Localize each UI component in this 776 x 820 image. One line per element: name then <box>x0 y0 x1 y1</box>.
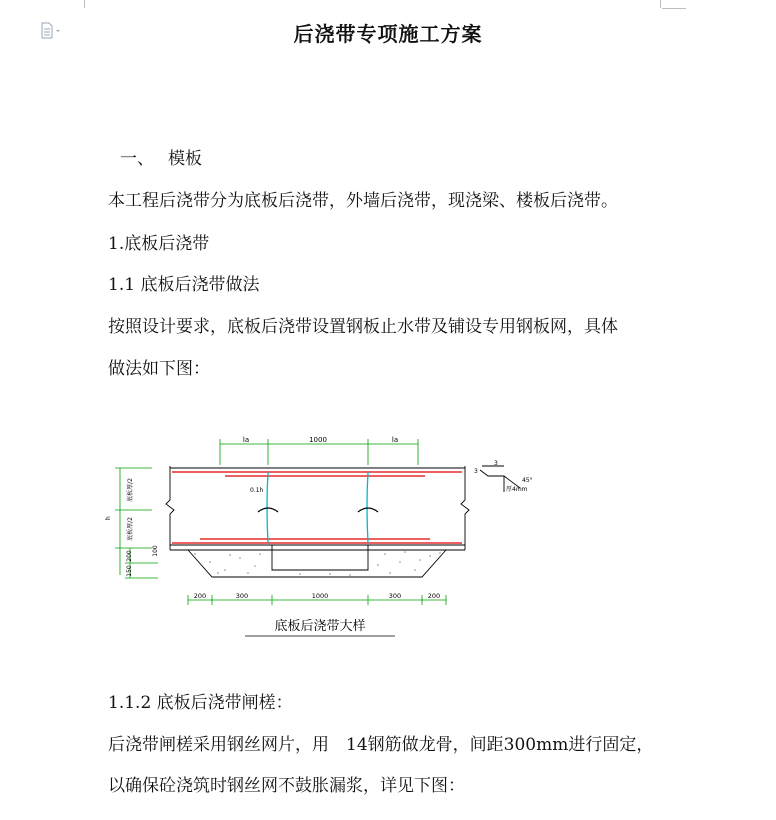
left-dim-label: 100 <box>152 545 159 557</box>
crop-mark-top-left <box>84 0 85 8</box>
slab-joint-detail-figure <box>100 430 550 640</box>
left-dim-label: 200 <box>126 550 133 562</box>
figure-caption: 底板后浇带大样 <box>274 619 366 634</box>
page-title: 后浇带专项施工方案 <box>293 22 483 46</box>
left-dim-label: 150 <box>126 565 133 577</box>
subheading-1-1: 1.1 底板后浇带做法 <box>108 275 260 295</box>
paragraph-1-line-2: 做法如下图： <box>108 359 210 379</box>
rebar-note: 0.1h <box>250 487 264 494</box>
bottom-dim-label: 200 <box>427 592 441 600</box>
bottom-dim-label: 300 <box>388 592 402 600</box>
subheading-1-1-2: 1.1.2 底板后浇带闸槎： <box>108 693 293 713</box>
intro-paragraph: 本工程后浇带分为底板后浇带，外墙后浇带，现浇梁、楼板后浇带。 <box>108 191 618 211</box>
subheading-1: 1.底板后浇带 <box>108 234 210 254</box>
top-dim-label: 1000 <box>309 436 327 444</box>
top-dim-label: la <box>391 436 399 444</box>
detail-dim: 厚4mm <box>506 486 528 493</box>
left-dim-label: 底板厚/2 <box>127 478 134 502</box>
top-dim-label: la <box>242 436 250 444</box>
paragraph-1-line-1: 按照设计要求，底板后浇带设置钢板止水带及铺设专用钢板网，具体 <box>108 317 618 337</box>
detail-dim: 45° <box>522 477 533 484</box>
paragraph-2-line-1: 后浇带闸槎采用钢丝网片，用 14钢筋做龙骨，间距300mm进行固定， <box>108 735 654 755</box>
left-dim-label: 底板厚/2 <box>127 517 134 541</box>
section-number: 一、 <box>120 149 154 169</box>
bottom-dim-label: 1000 <box>311 592 329 600</box>
crop-mark-right <box>662 8 686 9</box>
left-dim-label: h <box>105 516 112 520</box>
detail-dim: 3 <box>494 460 498 467</box>
bottom-dim-label: 200 <box>193 592 207 600</box>
crop-mark-top-right <box>660 0 661 8</box>
paragraph-2-line-2: 以确保砼浇筑时钢丝网不鼓胀漏浆，详见下图： <box>108 776 465 796</box>
detail-dim: 3 <box>474 468 478 475</box>
bottom-dim-label: 300 <box>235 592 249 600</box>
section-heading-text: 模板 <box>168 149 202 169</box>
section-heading <box>120 144 202 169</box>
